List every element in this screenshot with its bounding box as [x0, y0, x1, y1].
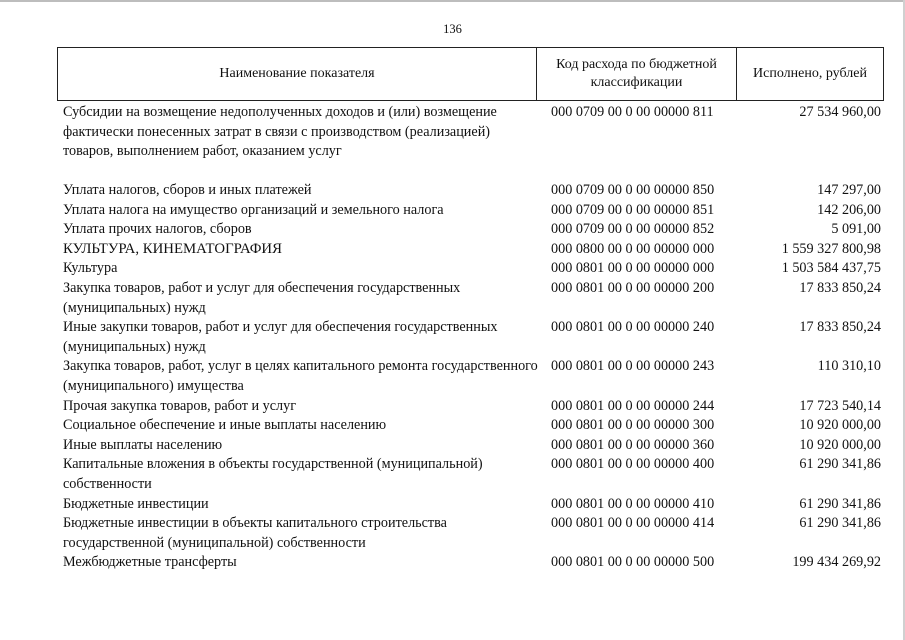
row-amount: 10 920 000,00 [799, 436, 881, 453]
row-amount: 17 833 850,24 [799, 279, 881, 296]
row-amount: 27 534 960,00 [799, 104, 881, 120]
page-number: 136 [443, 22, 462, 36]
row-amount: 17 833 850,24 [799, 319, 881, 336]
row-code: 000 0801 00 0 00 00000 300 [551, 417, 715, 434]
row-name: Культура [63, 260, 118, 277]
row-name: Иные закупки товаров, работ и услуг для обеспечения государственных (муниципальных) нужд [63, 319, 498, 355]
row-code: 000 0709 00 0 00 00000 850 [551, 182, 715, 198]
row-name: Закупка товаров, работ, услуг в целях капитального ремонта государственного (муниципального) имущества [63, 358, 538, 394]
row-code: 000 0801 00 0 00 00000 410 [551, 495, 715, 512]
row-code: 000 0801 00 0 00 00000 360 [551, 436, 715, 453]
row-amount: 110 310,10 [817, 358, 881, 375]
row-code: 000 0801 00 0 00 00000 243 [551, 358, 715, 375]
row-code: 000 0801 00 0 00 00000 244 [551, 397, 715, 414]
row-code: 000 0801 00 0 00 00000 000 [551, 260, 715, 277]
row-amount: 199 434 269,92 [792, 554, 881, 571]
table-row [57, 240, 884, 260]
table-row [57, 436, 884, 456]
row-name: Социальное обеспечение и иные выплаты населению [63, 417, 387, 434]
table-row [57, 553, 884, 573]
row-name: КУЛЬТУРА, КИНЕМАТОГРАФИЯ [63, 240, 282, 257]
row-amount: 1 559 327 800,98 [781, 240, 881, 257]
header-code: Код расхода по бюджетной классификации [537, 48, 737, 100]
row-amount: 147 297,00 [817, 182, 881, 198]
row-amount: 17 723 540,14 [799, 397, 881, 414]
row-name: Уплата прочих налогов, сборов [63, 221, 252, 238]
table-row [57, 259, 884, 279]
row-amount: 61 290 341,86 [799, 456, 881, 473]
header-amount: Исполнено, рублей [753, 66, 867, 81]
page-top-edge [0, 0, 905, 2]
table-row [57, 397, 884, 417]
row-name: Бюджетные инвестиции в объекты капитального строительства государственной (муниципальной) собственности [63, 515, 447, 551]
table-row [57, 279, 884, 318]
row-name: Прочая закупка товаров, работ и услуг [63, 397, 297, 414]
row-name: Уплата налогов, сборов и иных платежей [63, 182, 312, 198]
table-row [57, 357, 884, 396]
row-name: Иные выплаты населению [63, 436, 223, 453]
row-code: 000 0709 00 0 00 00000 851 [551, 201, 715, 218]
row-code: 000 0801 00 0 00 00000 200 [551, 279, 715, 296]
table-row [57, 514, 884, 553]
row-amount: 5 091,00 [831, 221, 881, 238]
row-code: 000 0801 00 0 00 00000 500 [551, 554, 715, 571]
row-code: 000 0709 00 0 00 00000 852 [551, 221, 715, 238]
row-name: Бюджетные инвестиции [63, 495, 209, 512]
row-name: Закупка товаров, работ и услуг для обеспечения государственных (муниципальных) нужд [63, 279, 461, 316]
table-row [57, 201, 884, 221]
table-row [57, 181, 884, 201]
table-header [57, 47, 884, 101]
table-row [57, 220, 884, 240]
row-code: 000 0801 00 0 00 00000 414 [551, 515, 715, 532]
row-name: Уплата налога на имущество организаций и земельного налога [63, 201, 444, 218]
table-row [57, 416, 884, 436]
row-amount: 10 920 000,00 [799, 417, 881, 434]
table-body [57, 103, 884, 573]
row-name: Межбюджетные трансферты [63, 554, 237, 571]
table-row [57, 495, 884, 515]
row-amount: 61 290 341,86 [799, 495, 881, 512]
row-code: 000 0800 00 0 00 00000 000 [551, 240, 715, 257]
table-row [57, 318, 884, 357]
table-row [57, 103, 884, 181]
row-name: Капитальные вложения в объекты государственной (муниципальной) собственности [63, 456, 483, 492]
row-amount: 61 290 341,86 [799, 515, 881, 532]
header-name: Наименование показателя [58, 48, 537, 100]
row-amount: 1 503 584 437,75 [781, 260, 881, 277]
row-code: 000 0801 00 0 00 00000 240 [551, 319, 715, 336]
row-code: 000 0709 00 0 00 00000 811 [551, 104, 714, 120]
row-amount: 142 206,00 [817, 201, 881, 218]
row-code: 000 0801 00 0 00 00000 400 [551, 456, 715, 473]
table-row [57, 455, 884, 494]
row-name: Субсидии на возмещение недополученных доходов и (или) возмещение фактически понесенных затрат в связи с производством (реализацией) товаров, выполнением работ, оказанием услуг [63, 104, 497, 160]
